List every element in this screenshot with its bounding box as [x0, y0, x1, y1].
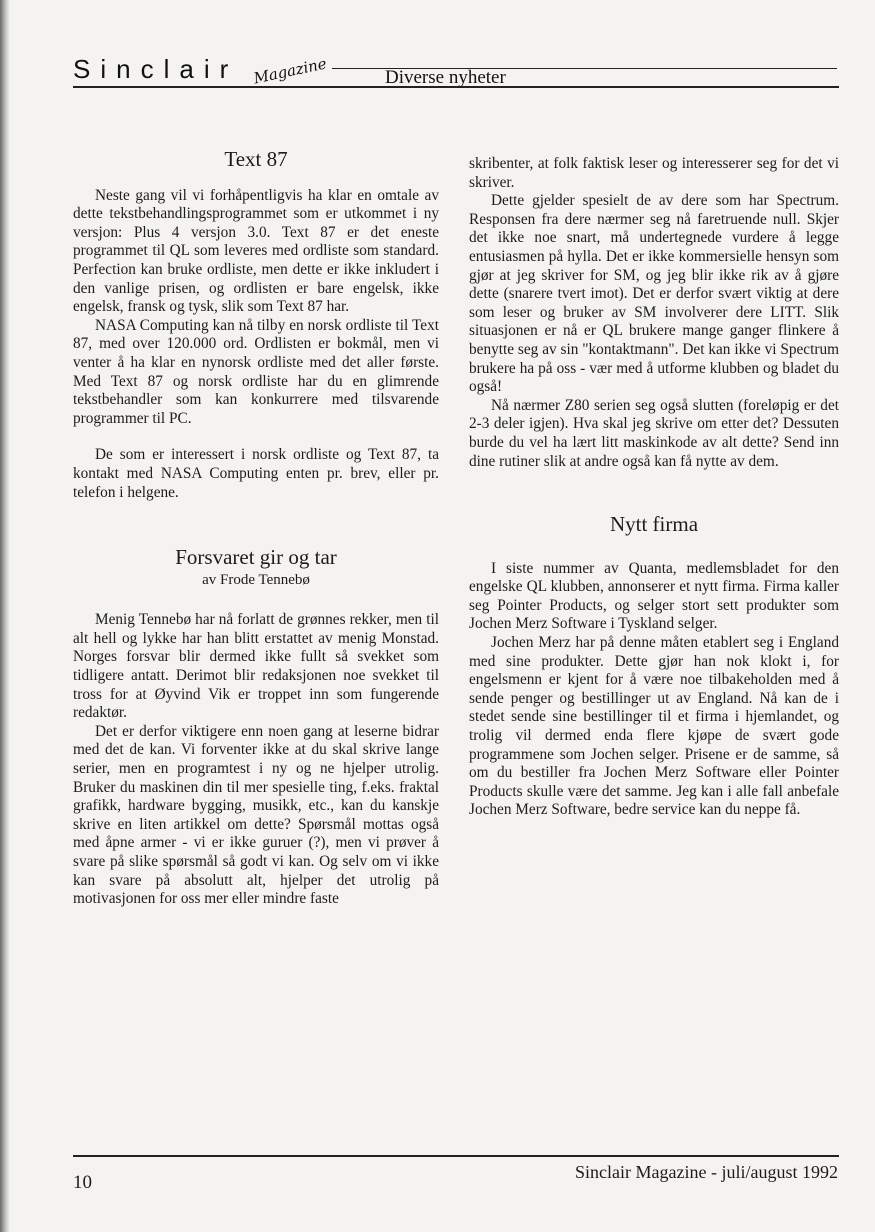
- page-number: 10: [73, 1172, 92, 1193]
- footer-title: Sinclair Magazine - juli/august 1992: [575, 1162, 838, 1182]
- right-column: [469, 155, 839, 820]
- section-title: Diverse nyheter: [385, 67, 506, 88]
- masthead-magazine-script: Magazine: [251, 54, 329, 88]
- paragraph: I siste nummer av Quanta, medlemsbladet for den engelske QL klubben, annonserer et nytt firma. Firma kaller seg Pointer Products, og selger stort sett produkter som Jochen Merz Software i Tyskland selger.: [469, 559, 839, 633]
- article-title-text87: Text 87: [224, 147, 288, 171]
- page-edge-shadow: [0, 0, 10, 1232]
- paragraph: De som er interessert i norsk ordliste og Text 87, ta kontakt med NASA Computing enten pr. brev, eller pr. telefon i helgene.: [73, 446, 439, 501]
- paragraph: Nå nærmer Z80 serien seg også slutten (foreløpig er det 2-3 deler igjen). Hva skal jeg skrive om etter det? Dessuten burde du vel ha lært litt maskinkode av alt dette? Send inn dine rutiner slik at andre også kan få nytte av dem.: [469, 396, 839, 470]
- paragraph: skribenter, at folk faktisk leser og interesserer seg for det vi skriver.: [469, 155, 839, 191]
- paragraph: Jochen Merz har på denne måten etablert seg i England med sine produkter. Dette gjør han nok klokt i, for engelsmenn er kjent for å være noe tilbakeholden med å sende penger og bestillinger ut av England. Nå kan de i stedet sende sine bestillinger til et firma i hjemlandet, og trolig vil dermed enda flere kjøpe de svært gode programmene som Jochen selger. Prisene er de samme, så om du bestiller fra Jochen Merz Software eller Pointer Products skulle være det samme. Jeg kan i alle fall anbefale Jochen Merz Software, bedre service kan du neppe få.: [469, 634, 839, 819]
- paragraph: Dette gjelder spesielt de av dere som har Spectrum. Responsen fra dere nærmer seg nå faretruende null. Skjer det ikke noe snart, må undertegnede vurdere å legge entusiasmen på hylla. Det er ikke kommersielle hensyn som gjør at jeg skriver for SM, og jeg blir ikke rik av å gjøre dette (snarere tvert imot). Det er derfor svært viktig at dere som leser og bruker av SM involverer dere LITT. Slik situasjonen er nå er QL brukere mange ganger flinkere å benytte seg av sin "kontaktmann". Det kan ikke vi Spectrum brukere ha på oss - vær med å utforme klubben og bladet du også!: [469, 192, 839, 396]
- paragraph: Det er derfor viktigere enn noen gang at leserne bidrar med det de kan. Vi forventer ikke at du skal skrive lange serier, men en programtest i ny og ne hjelper utrolig. Bruker du maskinen din til mer spesielle ting, f.eks. fraktal grafikk, hardware bygging, musikk, etc., kan du kanskje skrive en liten artikkel om dette? Spørsmål mottas også med åpne armer - vi er ikke guruer (?), men vi prøver å svare på slike spørsmål så godt vi kan. Og selv om vi ikke kan svare på absolutt alt, hjelper det utrolig på motivasjonen for oss mer eller mindre faste: [73, 722, 439, 908]
- paragraph: NASA Computing kan nå tilby en norsk ordliste til Text 87, med over 120.000 ord. Ordlisten er bokmål, men vi venter å ha klar en nynorsk ordliste med det aller første. Med Text 87 og norsk ordliste har du en glimrende tekstbehandler som kan konkurrere med tilsvarende programmer til PC.: [73, 316, 439, 427]
- masthead-brand: Sinclair: [73, 54, 239, 84]
- footer-rule: [73, 1155, 839, 1157]
- byline: av Frode Tennebø: [202, 571, 310, 588]
- paragraph: Menig Tennebø har nå forlatt de grønnes rekker, men til alt hell og lykke har han blitt erstattet av menig Monstad. Norges forsvar blir dermed ikke fullt så svekket som tidligere antatt. Derimot blir redaksjonen noe svekket til tross for at Øyvind Vik er troppet inn som fungerende redaktør.: [73, 611, 439, 722]
- left-column: [73, 147, 439, 909]
- article-title-forsvaret: Forsvaret gir og tar: [175, 545, 337, 570]
- header-rule: [73, 86, 839, 88]
- article-title-nytt-firma: Nytt firma: [609, 512, 699, 537]
- paragraph: Neste gang vil vi forhåpentligvis ha klar en omtale av dette tekstbehandlingsprogrammet som er utkommet i ny versjon: Plus 4 versjon 3.0. Text 87 er det eneste programmet til QL som leveres med ordliste som standard. Perfection kan bruke ordliste, men dette er ikke inkludert i den vanlige prisen, og ordlisten er bare engelsk, ikke engelsk, fransk og tysk, slik som Text 87 har.: [73, 186, 439, 316]
